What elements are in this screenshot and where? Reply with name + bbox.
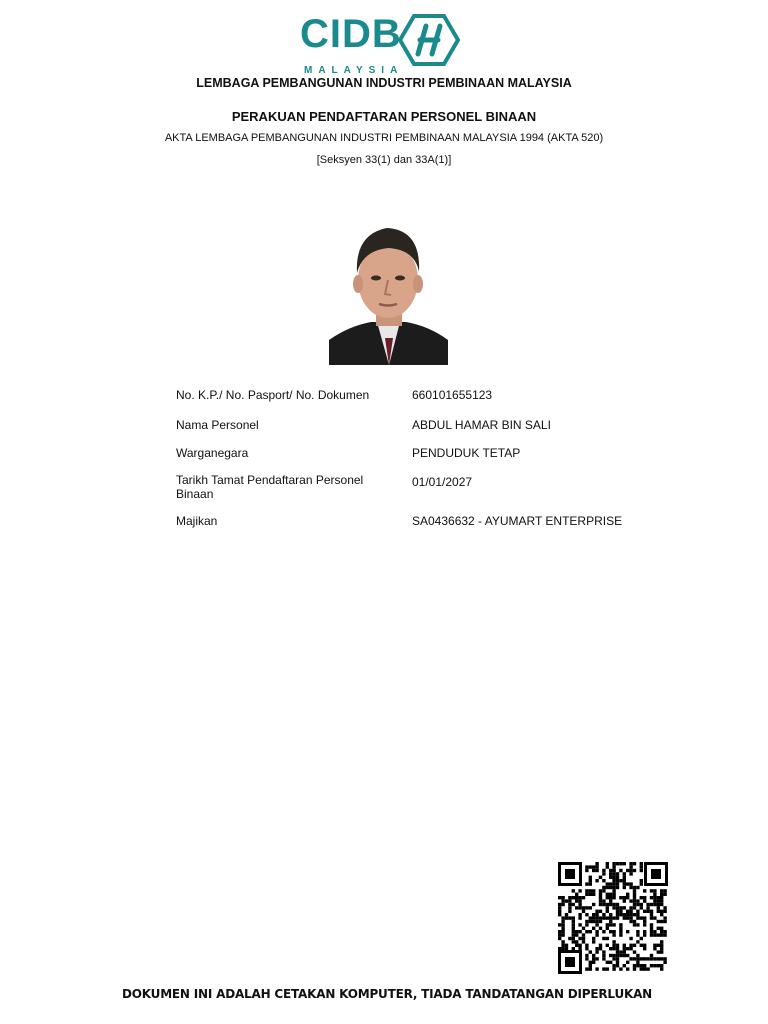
expiry-date-value: 01/01/2027 <box>412 475 473 489</box>
personnel-photo <box>329 218 448 365</box>
employer-label: Majikan <box>176 514 218 528</box>
personnel-name-label: Nama Personel <box>176 418 259 432</box>
employer-value: SA0436632 - AYUMART ENTERPRISE <box>412 514 623 528</box>
citizenship-value: PENDUDUK TETAP <box>412 446 521 460</box>
footer-notice: DOKUMEN INI ADALAH CETAKAN KOMPUTER, TIADA TANDATANGAN DIPERLUKAN <box>122 987 653 1001</box>
act-reference: AKTA LEMBAGA PEMBANGUNAN INDUSTRI PEMBINAAN MALAYSIA 1994 (AKTA 520) <box>164 132 604 144</box>
organization-name: LEMBAGA PEMBANGUNAN INDUSTRI PEMBINAAN MALAYSIA <box>196 76 572 90</box>
certificate-title: PERAKUAN PENDAFTARAN PERSONEL BINAAN <box>231 109 537 124</box>
personnel-name-value: ABDUL HAMAR BIN SALI <box>412 418 551 432</box>
expiry-date-label: Tarikh Tamat Pendaftaran Personel Binaan <box>176 473 364 501</box>
logo-subtext: MALAYSIA <box>304 65 404 76</box>
cidb-logo <box>300 12 462 76</box>
id-number-label: No. K.P./ No. Pasport/ No. Dokumen <box>176 388 370 402</box>
cidb-hexagon-icon <box>398 14 460 66</box>
section-reference: [Seksyen 33(1) dan 33A(1)] <box>316 154 452 166</box>
citizenship-label: Warganegara <box>176 446 249 460</box>
logo-text: CIDB <box>300 12 402 56</box>
id-number-value: 660101655123 <box>412 388 493 402</box>
qr-code <box>558 862 668 974</box>
